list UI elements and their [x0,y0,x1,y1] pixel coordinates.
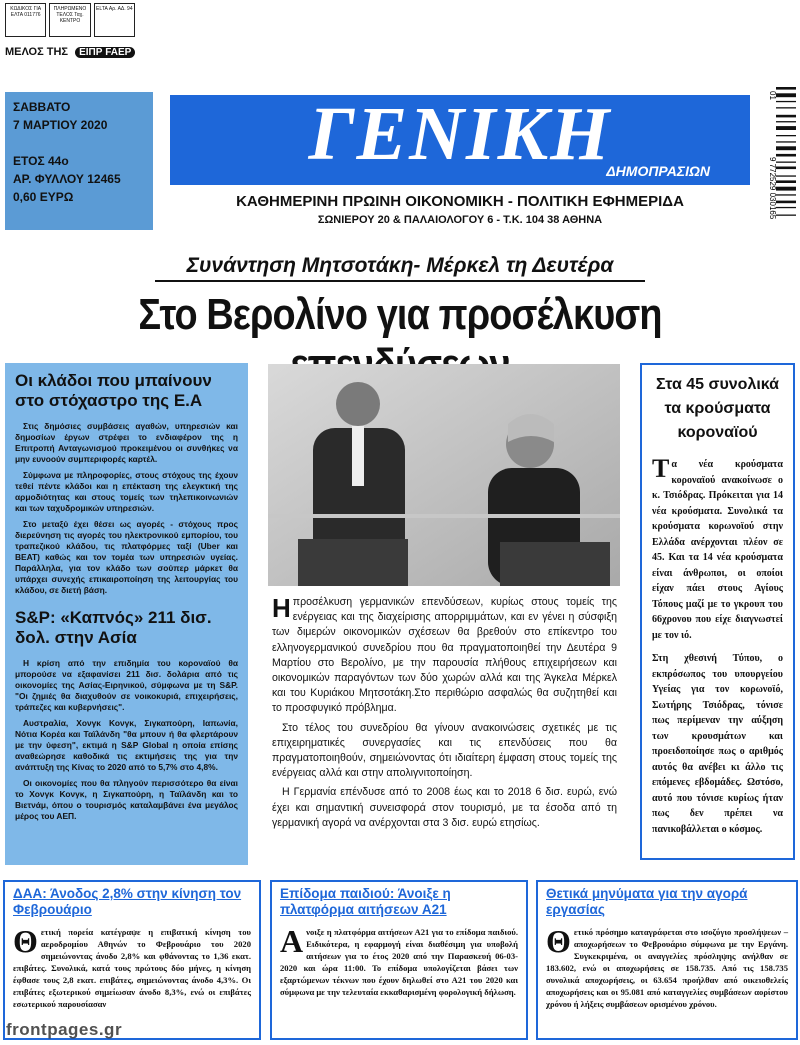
main-para: Ηπροσέλκυση γερμανικών επενδύσεων, κυρίως στους τομείς της ενέργειας και της διαχείρισης απορριμμάτων, και εν γένει η σύσφιξη των διμερών οικονομικών σχέσεων θα βρεθούν στο επίκεντρο του ελληνογερμανικού συνεδρίου που θα πραγματοποιηθεί την Δευτέρα 9 Μαρτίου στο Βερολίνο, με την παρουσία πλήθους επιχειρήσεων και οικονομικών παραγόντων των δύο χωρών αλλά και της Άγκελα Μέρκελ και του Κυριάκου Μητσοτάκη.Στο περιθώριο ασφαλώς θα συζητηθεί και το προσφυγικό πρόβλημα. [272,593,617,715]
drop-cap: Θ [546,923,571,959]
left-para: Αυστραλία, Χονγκ Κονγκ, Σιγκαπούρη, Ιαπωνία, Νότια Κορέα και Ταϊλάνδη "θα μπουν ή θα φλερτάρουν με την ύφεση", εκτιμά η S&P Global η οποία επίσης αναθεώρησε καθοδικά τις εκτιμήσεις της για την ανάπτυξη της Κίνας το 2020 από το 5,7% στο 4,8%. [15,718,238,772]
bottom-text: Θετική πορεία κατέγραψε η επιβατική κίνηση του αεροδρομίου Αθηνών το Φεβρουάριο του 2020 σημειώνοντας άνοδο 2,8% και φθάνοντας το 1,36 εκατ. επιβάτες. Συνολικά, κατά τους πρώτους δύο μήνες, η κίνηση έφθασε τους 2,8 εκατ. επιβάτες, σημειώνοντας άνοδο 4,3%. Οι επιβάτες εξωτερικού σημείωσαν άνοδο 8,3%, ενώ οι επιβάτες εσωτερικού παρουσίασαν [13,923,251,1009]
drop-cap: Α [280,923,304,959]
bottom-text: Θετικό πρόσημο καταγράφεται στο ισοζύγιο προσλήψεων – αποχωρήσεων το Φεβρουάριο σύμφωνα με την Εργάνη. Συγκεκριμένα, οι αναγγελίες πρόσληψης ανήλθαν σε 183.602, ενώ οι αποχωρήσεις σε 158.735. Από τις 158.735 συνολικά αποχωρήσεις, οι 63.654 προήλθαν από οικειοθελείς αποχωρήσεις και οι 95.081 από καταγγελίες συμβάσεων αορίστου χρόνου ή λήξεις συμβάσεων ορισμένου χρόνου. [546,923,788,1009]
newspaper-title: ΓΕΝΙΚΗ [308,92,612,176]
postal-fee-cell: ΠΛΗΡΩΜΕΝΟ ΤΕΛΟΣ Ταχ. ΚΕΝΤΡΟ [49,3,90,37]
coronavirus-para-2: Στη χθεσινή Τύπου, ο εκπρόσωπος του υπουργείου Υγείας για τον κορωνοϊό, Σωτήρης Τσιόδρας, τόνισε πως περίμεναν την αύξηση των κρουσμάτων και προειδοποίησε πως ο αριθμός αυτός θα ανέβει κι άλλο τις επόμενες εβδομάδες. Ωστόσο, αυτό που τόνισε κυρίως ήταν πως δεν πρέπει να πανικοβάλλεται ο κόσμος. [652,653,783,835]
date: 7 ΜΑΡΤΙΟΥ 2020 [13,118,108,132]
postal-box [5,3,135,37]
drop-cap: Τ [652,454,670,483]
member-text: ΜΕΛΟΣ ΤΗΣ [5,46,69,58]
newspaper-subtitle: ΔΗΜΟΠΡΑΣΙΩΝ [606,163,710,179]
main-para: Στο τέλος του συνεδρίου θα γίνουν ανακοινώσεις σχετικές με τις επιχειρηματικές συνεργασίες και τις επενδύσεις που θα πραγματοποιηθούν, σημειώνοντας ότι ιδιαίτερη έμφαση στους τομείς της ενέργειας αλλά και στην απολιγνιτοποίηση. [272,721,617,780]
left-column [5,363,248,865]
bottom-article-child-benefit [270,880,528,1040]
news-photo [268,364,620,586]
postal-code-cell: ΚΩΔΙΚΟΣ ΓΙΑ ΕΛΤΑ 011776 [5,3,46,37]
bottom-text: Ανοιξε η πλατφόρμα αιτήσεων Α21 για το επίδομα παιδιού. Ειδικότερα, η εφαρμογή είναι διαθέσιμη για υποβολή αιτήσεων για το έτος 2020 από την Παρασκευή 06-03-2020 και ώρα 11:00. Το επίδομα υπολογίζεται βάσει των εξαρτώμενων τέκνων που έχουν δηλωθεί στο Α21 του 2020 και σύμφωνα με την τελευταία εκκαθαρισμένη φορολογική δήλωση. [280,923,518,997]
year: ΕΤΟΣ 44ο [13,154,69,168]
watermark: frontpages.gr [6,1020,123,1039]
left-title-2: S&P: «Καπνός» 211 δισ. δολ. στην Ασία [15,608,212,647]
member-label [5,46,135,58]
left-para: Οι οικονομίες που θα πληγούν περισσότερο θα είναι το Χονγκ Κονγκ, η Σιγκαπούρη, η Ταϊλάνδη και το Βιετνάμ, όπου ο τουρισμός καταλαμβάνει ένα μεγάλος μέρος του ΑΕΠ. [15,778,238,821]
bottom-title[interactable]: Επίδομα παιδιού: Άνοιξε η πλατφόρμα αιτήσεων Α21 [280,886,451,917]
elta-cell: ELTA Αρ. ΑΔ. 94 [94,3,135,37]
bottom-title[interactable]: ΔΑΑ: Άνοδος 2,8% στην κίνηση τον Φεβρουάριο [13,886,242,917]
issue-number: ΑΡ. ΦΥΛΛΟΥ 12465 [13,172,121,186]
barcode [764,85,796,245]
left-para: Στις δημόσιες συμβάσεις αγαθών, υπηρεσιών και δημοσίων έργων στρέφει το ενδιαφέρον της η Επιτροπή Ανταγωνισμού προκειμένου οι συνθήκες να μην ευνοούν συμπεριφορές καρτέλ. [15,421,238,464]
barcode-number: 9 772529 030165 [768,157,777,220]
address: ΣΩΝΙΕΡΟΥ 20 & ΠΑΛΑΙΟΛΟΓΟΥ 6 - Τ.Κ. 104 38 ΑΘΗΝΑ [317,214,603,226]
tagline: ΚΑΘΗΜΕΡΙΝΗ ΠΡΩΙΝΗ ΟΙΚΟΝΟΜΙΚΗ - ΠΟΛΙΤΙΚΗ ΕΦΗΜΕΡΙΔΑ [236,193,684,210]
newspaper-banner [170,92,750,185]
main-para: Η Γερμανία επένδυσε από το 2008 έως και το 2018 6 δισ. ευρώ, ενώ έχει και σημαντική συνεισφορά στον τουρισμό, με τα έσοδα από τη γερμανική αγορά να ανέρχονται στα 3 δισ. ευρώ ετησίως. [272,786,617,829]
day: ΣΑΒΒΑΤΟ [13,100,71,114]
bottom-title[interactable]: Θετικά μηνύματα για την αγορά εργασίας [546,886,748,917]
drop-cap: Θ [13,923,38,959]
bottom-article-labor [536,880,798,1040]
faep-logo: ΕΙΠΡ FAEP [75,47,135,58]
barcode-issue: 01 [768,91,777,100]
left-para: Σύμφωνα με πληροφορίες, στους στόχους της έχουν τεθεί πέντε κλάδοι και η επέκταση της ελεγκτική της αρμοδιότητας και στους τομείς των τηλεπικοινωνιών και των ταχυδρομικών υπηρεσιών. [15,470,238,513]
kicker-headline: Συνάντηση Μητσοτάκη- Μέρκελ τη Δευτέρα [155,254,645,282]
coronavirus-para-1: Τα νέα κρούσματα κοροναϊού ανακοίνωσε ο κ. Τσιόδρας. Πρόκειται για 14 νέα κρούσματα. Συνολικά τα κρούσματα κορωνοϊού στην Ελλάδα ανέρχονται πλέον σε 45. Και τα 14 νέα κρούσματα είναι άνθρωποι, οι οποίοι είχαν πάει στους Αγίους Τόπους μαζί με το γκρουπ του 66χρονου που είχε διαγνωστεί με τον ιό. [652,454,783,641]
price: 0,60 ΕΥΡΩ [13,190,74,204]
bottom-article-daa [3,880,261,1040]
left-para: Στο μεταξύ έχει θέσει ως αγορές - στόχους προς διερεύνηση τις αγορές του ηλεκτρονικού εμπορίου, του τραπεζικού κλάδου, τις πλατφόρμες ταξί (Uber και BEAT) καθώς και τον τομέα των υπηρεσιών υγείας. Παράλληλα, για τον κλάδο των σούπερ μάρκετ θα υπάρχει συνεχής επικαιροποίηση της λειτουργίας του κλάδου, σε διετή βάση. [15,519,238,595]
date-box [5,92,153,230]
left-para: Η κρίση από την επιδημία του κοροναϊού θα μπορούσε να εξαφανίσει 211 δισ. δολάρια από τις οικονομίες της Ασίας-Ειρηνικού, σύμφωνα με τη S&P. "Οι ζημιές θα διαχυθούν σε νοικοκυριά, επιχειρήσεις, τράπεζες και κυβερνήσεις". [15,658,238,712]
left-title-1: Οι κλάδοι που μπαίνουν στο στόχαστρο της Ε.Α [15,371,212,410]
main-article [272,595,617,835]
coronavirus-box [640,363,795,860]
drop-cap: Η [272,593,291,623]
main-headline: Στο Βερολίνο για προσέλκυση [138,290,662,339]
coronavirus-title: Στα 45 συνολικά τα κρούσματα κοροναϊού [655,376,780,441]
